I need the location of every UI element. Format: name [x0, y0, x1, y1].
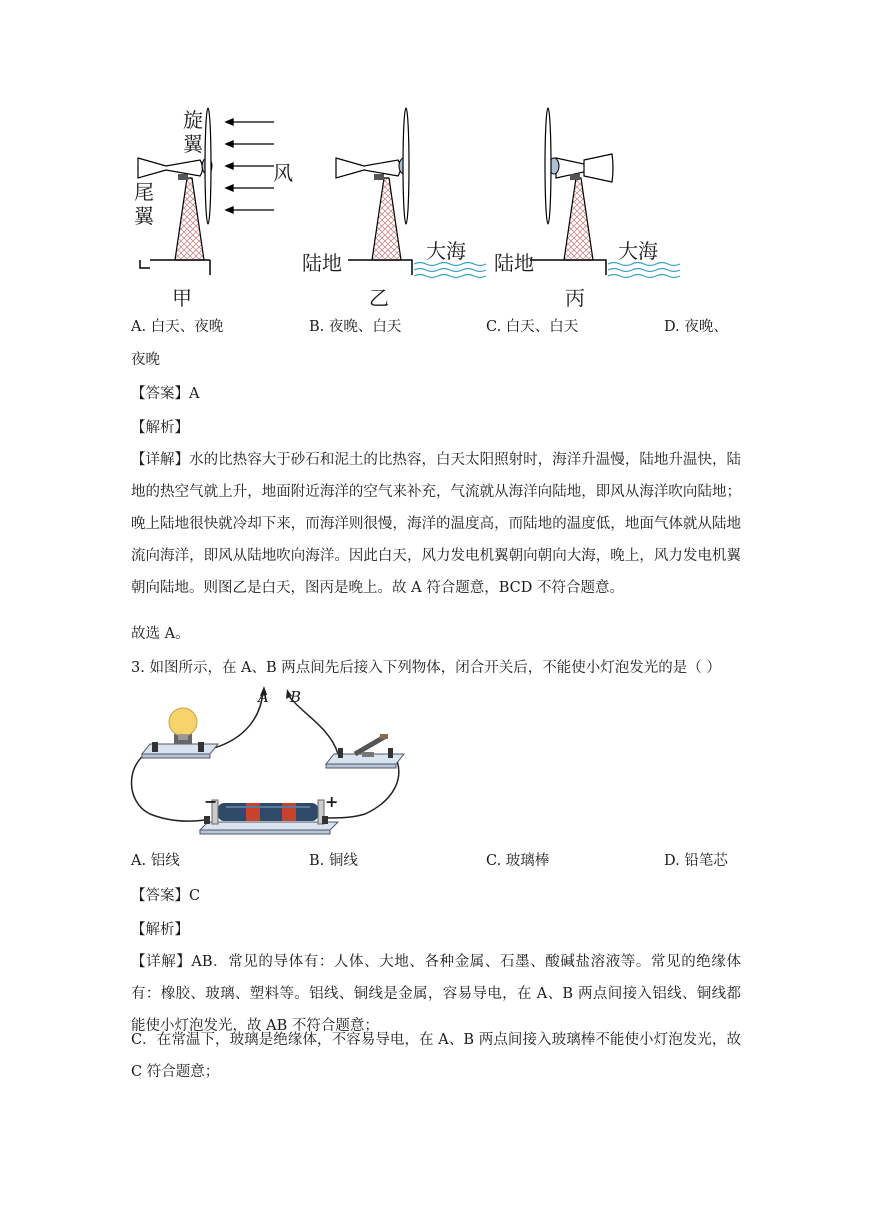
q3-detail-2: C．在常温下，玻璃是绝缘体，不容易导电，在 A、B 两点间接入玻璃棒不能使小灯泡发光，故 C 符合题意； — [131, 1032, 741, 1080]
q2-option-b: B. 夜晚、白天 — [309, 319, 402, 335]
q3-analysis-heading: 【解析】 — [131, 922, 189, 938]
label-yi: 乙 — [369, 286, 389, 310]
label-ludi-yi: 陆地 — [302, 251, 342, 275]
label-feng: 风 — [273, 161, 293, 185]
circuit-label-b: B — [290, 688, 302, 706]
q2-option-d: D. 夜晚、 — [664, 319, 728, 335]
label-ludi-bing: 陆地 — [494, 251, 534, 275]
battery — [200, 800, 338, 834]
q2-conclusion: 故选 A。 — [131, 626, 190, 642]
q2-detail: 【详解】水的比热容大于砂石和泥土的比热容，白天太阳照射时，海洋升温慢，陆地升温快，陆地的热空气就上升，地面附近海洋的空气来补充，气流就从海洋向陆地，即风从海洋吹向陆地；晚上陆地很快就冷却下来，而海洋则很慢，海洋的温度高，而陆地的温度低，地面气体就从陆地流向海洋，即风从陆地吹向海洋。因此白天，风力发电机翼朝向朝向大海，晚上，风力发电机翼朝向陆地。则图乙是白天，图丙是晚上。故 A 符合题意，BCD 不符合题意。 — [131, 452, 741, 596]
wind-turbine-figure — [130, 100, 690, 310]
circuit-figure — [130, 682, 410, 842]
q2-option-a: A. 白天、夜晚 — [131, 319, 224, 335]
q2-analysis-heading: 【解析】 — [131, 420, 189, 436]
circuit-diagram — [130, 682, 410, 842]
label-jia: 甲 — [172, 286, 192, 310]
circuit-label-a: A — [258, 688, 269, 706]
label-dahai-bing: 大海 — [618, 239, 658, 263]
q2-answer: 【答案】A — [131, 386, 200, 402]
label-bing: 丙 — [565, 286, 585, 310]
label-xuanyi: 旋 翼 — [183, 108, 203, 156]
q3-question: 3. 如图所示，在 A、B 两点间先后接入下列物体，闭合开关后，不能使小灯泡发光的是（ ） — [131, 660, 721, 676]
circuit-label-minus: − — [204, 792, 218, 811]
circuit-label-plus: + — [325, 792, 339, 811]
label-dahai-yi: 大海 — [426, 239, 466, 263]
label-weiyi: 尾 翼 — [134, 180, 154, 228]
q3-option-b: B. 铜线 — [309, 853, 358, 869]
q2-option-c: C. 白天、白天 — [486, 319, 579, 335]
q3-detail-1: 【详解】AB．常见的导体有：人体、大地、各种金属、石墨、酸碱盐溶液等。常见的绝缘体有：橡胶、玻璃、塑料等。铝线、铜线是金属，容易导电，在 A、B 两点间接入铝线、铜线都能使小灯泡发光，故 AB 不符合题意； — [131, 954, 741, 1034]
q3-option-a: A. 铝线 — [131, 853, 180, 869]
q3-answer: 【答案】C — [131, 888, 201, 904]
q3-option-d: D. 铅笔芯 — [664, 853, 728, 869]
lamp — [142, 708, 218, 758]
q3-option-c: C. 玻璃棒 — [486, 853, 550, 869]
q2-option-d-cont: 夜晚 — [131, 352, 160, 368]
wind-turbine-diagram — [130, 100, 690, 310]
